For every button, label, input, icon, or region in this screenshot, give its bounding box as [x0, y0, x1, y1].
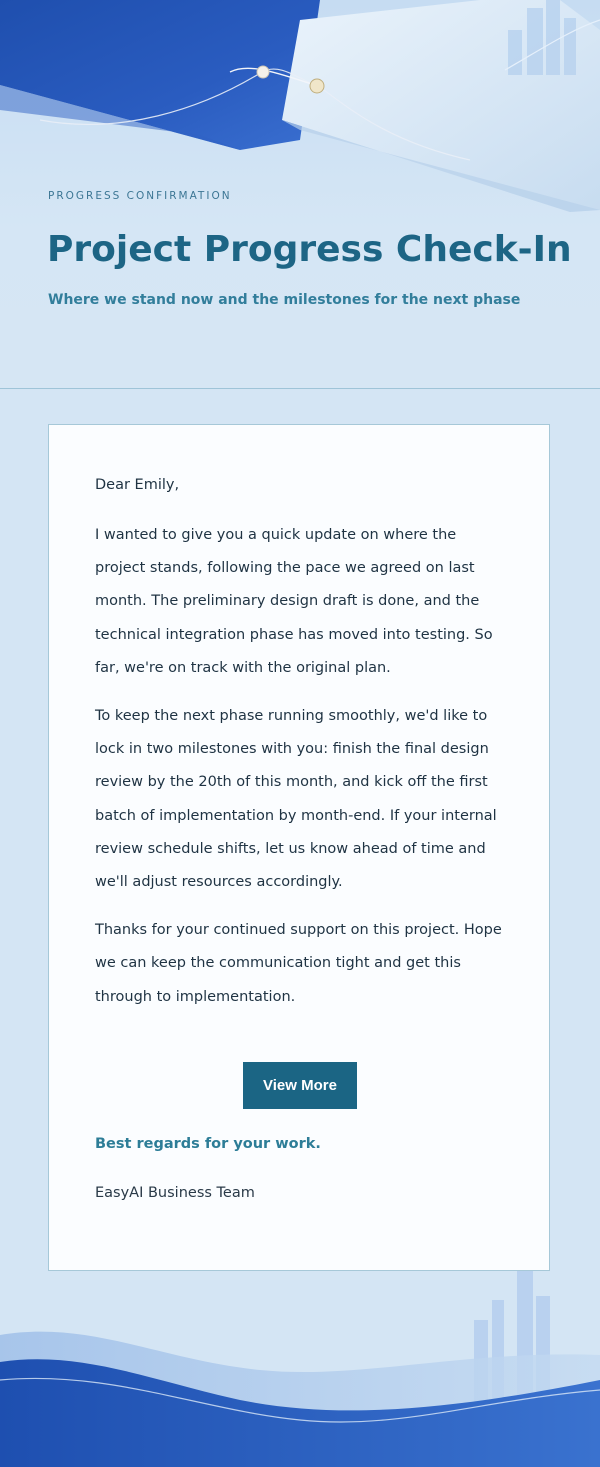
- view-more-button[interactable]: View More: [243, 1062, 357, 1109]
- email-header: [0, 0, 600, 389]
- paragraph-thanks: Thanks for your continued support on this project. Hope we can keep the communication tight and get this through to implementation.: [95, 922, 502, 1005]
- page-subtitle: Where we stand now and the milestones for the next phase: [48, 292, 521, 308]
- page-title: Project Progress Check-In: [47, 229, 572, 270]
- paragraph-milestones: To keep the next phase running smoothly, we'd like to lock in two milestones with you: finish the final design review by the 20th of this month, and kick off the first batch of implementation by month-end. If your internal review schedule shifts, let us know ahead of time and we'll adjust resources accordingly.: [95, 708, 497, 891]
- header-divider: [0, 388, 600, 389]
- greeting: Dear Emily,: [95, 477, 180, 493]
- footer-wave-illustration: [0, 1260, 600, 1467]
- eyebrow-label: PROGRESS CONFIRMATION: [48, 190, 232, 202]
- message-card: [48, 424, 550, 1271]
- signature: EasyAI Business Team: [95, 1185, 255, 1201]
- letter-body: [95, 471, 509, 1029]
- closing-regards: Best regards for your work.: [95, 1136, 321, 1152]
- paragraph-progress: I wanted to give you a quick update on where the project stands, following the pace we agreed on last month. The preliminary design draft is done, and the technical integration phase has moved into testing. So far, we're on track with the original plan.: [95, 527, 493, 676]
